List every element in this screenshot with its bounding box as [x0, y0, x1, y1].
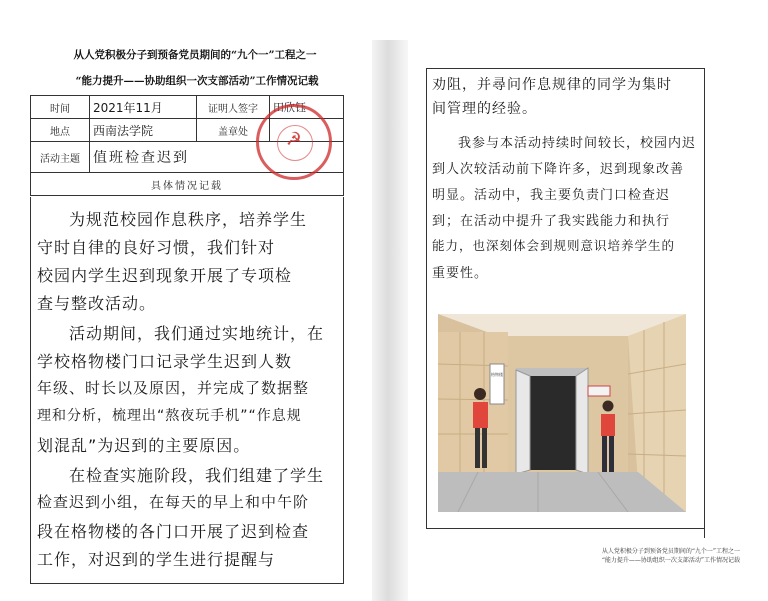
- photo-caption-line-1: 从人党积极分子到预备党员期间的“九个一”工程之一: [601, 548, 740, 555]
- right-content-line: 劝阻，并尋问作息规律的同学为集时: [432, 77, 672, 93]
- content-line: 年级、时长以及原因，并完成了数据整: [37, 379, 310, 397]
- time-value: 2021年11月: [90, 96, 197, 119]
- photo-caption-line-2: “能力提升——协助组织一次支部活动”工作情况记载: [601, 557, 740, 564]
- header-line-2: “能力提升——协助组织一次支部活动”工作情况记载: [75, 75, 319, 87]
- witness-signature: 田欣钰: [270, 96, 344, 119]
- witness-label: 证明人签字: [197, 96, 270, 119]
- content-line: 划混乱”为迟到的主要原因。: [37, 436, 251, 455]
- content-line: 查与整改活动。: [37, 294, 157, 313]
- right-frame-bottom: [426, 528, 704, 529]
- section-title: 具体情况记载: [31, 173, 344, 196]
- content-line: 校园内学生迟到现象开展了专项检: [37, 266, 293, 285]
- right-content-line: 间管理的经验。: [432, 101, 537, 117]
- photo-sign-text: 格物楼: [491, 372, 503, 377]
- content-line: 段在格物楼的各门口开展了迟到检查: [37, 522, 310, 541]
- place-label: 地点: [31, 119, 90, 142]
- content-line: 活动期间，我们通过实地统计，在: [69, 324, 325, 343]
- right-content-line: 我参与本活动持续时间较长，校园内迟: [458, 136, 697, 151]
- content-line: 为规范校园作息秩序，培养学生: [69, 210, 308, 229]
- right-frame-left: [426, 68, 427, 528]
- header-line-1: 从人党积极分子到预备党员期间的“九个一”工程之一: [73, 49, 317, 61]
- activity-photo-drawing: [438, 314, 686, 512]
- right-content-line: 重要性。: [432, 266, 489, 281]
- time-label: 时间: [31, 96, 90, 119]
- right-content-line: 能力，也深刻体会到规则意识培养学生的: [432, 238, 676, 253]
- right-content-line: 到人次较活动前下降许多，迟到现象改善: [432, 162, 685, 177]
- hammer-sickle-icon: ☭: [285, 129, 303, 150]
- content-line: 在检查实施阶段，我们组建了学生: [69, 466, 325, 485]
- topic-value: 值班检查迟到: [90, 142, 344, 173]
- content-line: 工作，对迟到的学生进行提醒与: [37, 550, 276, 569]
- content-line: 守时自律的良好习惯，我们针对: [37, 238, 276, 257]
- topic-label: 活动主题: [31, 142, 90, 173]
- right-content-line: 明显。活动中，我主要负责门口检查迟: [432, 188, 671, 203]
- place-value: 西南法学院: [90, 119, 197, 142]
- content-line: 检查迟到小组，在每天的早上和中午阶: [37, 493, 310, 511]
- right-frame-top: [426, 68, 704, 69]
- party-seal-stamp: [256, 104, 332, 180]
- right-frame-right: [704, 68, 705, 538]
- right-content-line: 到；在活动中提升了我实践能力和执行: [432, 214, 671, 229]
- content-line: 学校格物楼门口记录学生迟到人数: [37, 352, 293, 371]
- content-line: 理和分析，梳理出“熬夜玩手机”“作息规: [37, 408, 302, 424]
- seal-label: 盖章处: [197, 119, 270, 142]
- record-content-box: [30, 197, 344, 584]
- activity-photo: [438, 314, 686, 512]
